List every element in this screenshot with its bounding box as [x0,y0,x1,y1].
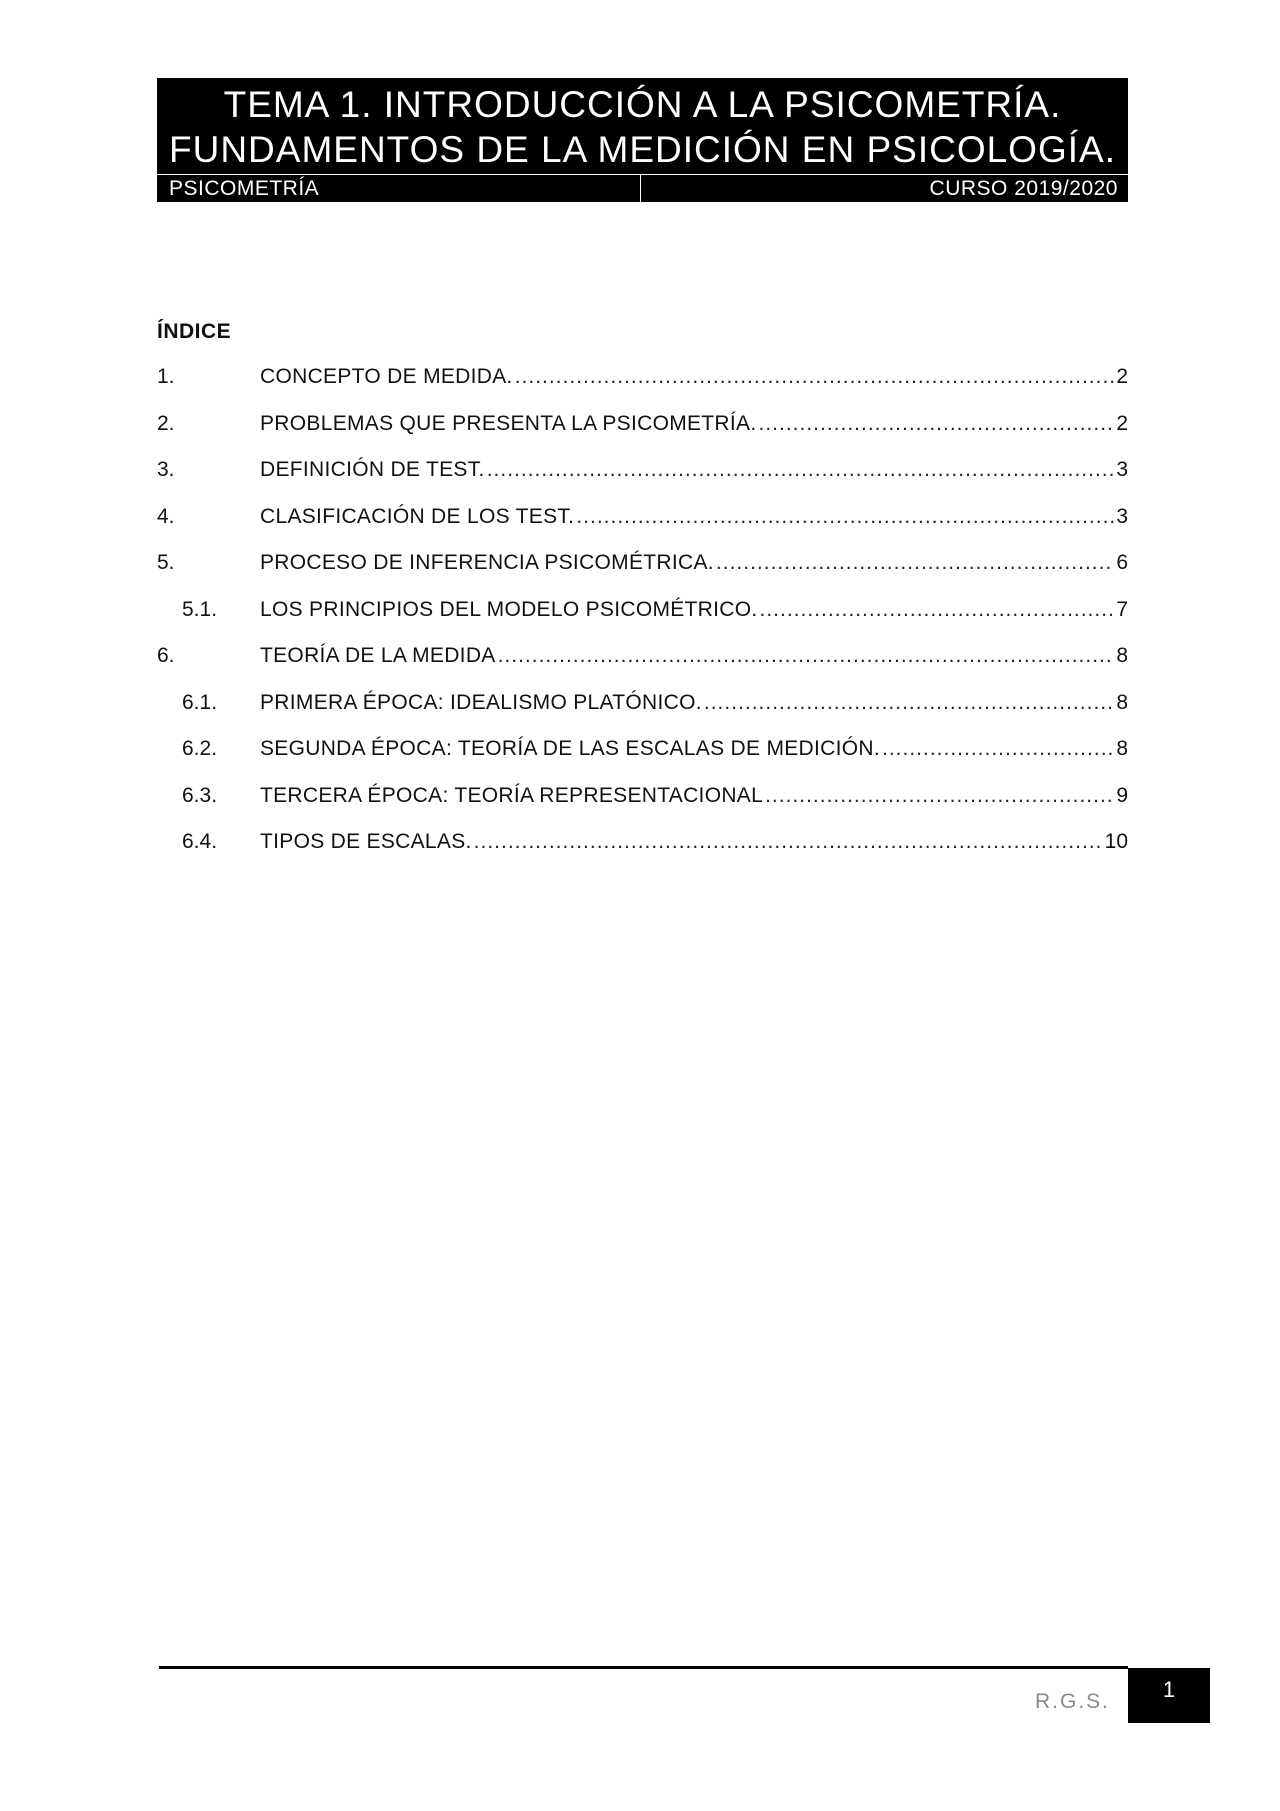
toc-entry-page: 8 [1116,737,1128,760]
toc-entry-number: 6.3. [182,783,218,807]
footer-author: R.G.S. [1034,1690,1110,1713]
toc-entry-number: 1. [157,365,175,388]
toc-entry-title: CLASIFICACIÓN DE LOS TEST. [260,504,575,528]
toc-entry-page: 3 [1116,504,1128,528]
toc-entry-title: TEORÍA DE LA MEDIDA [260,644,496,667]
toc-entry-number: 4. [157,504,175,528]
toc-entry-title: DEFINICIÓN DE TEST. [260,458,485,481]
toc-leader-dots [498,633,1115,680]
header-subtitle-bar [157,174,1128,202]
toc-entry-number: 6. [157,644,175,667]
title-line-2: FUNDAMENTOS DE LA MEDICIÓN EN PSICOLOGÍA. [169,129,1116,170]
toc-entry-title: LOS PRINCIPIOS DEL MODELO PSICOMÉTRICO. [260,597,758,621]
toc-entry-number: 6.1. [182,690,218,714]
toc-entry[interactable] [157,633,1128,680]
toc-subentry[interactable] [157,819,1128,866]
course-label: CURSO 2019/2020 [929,177,1118,200]
toc-entry-title: PROBLEMAS QUE PRESENTA LA PSICOMETRÍA. [260,411,757,435]
toc-entry-number: 2. [157,411,175,435]
toc-entry-title: PROCESO DE INFERENCIA PSICOMÉTRICA. [260,551,714,574]
toc-entry[interactable] [157,401,1128,448]
toc-entry-page: 6 [1116,551,1128,574]
toc-leader-dots [474,819,1103,866]
toc-heading: ÍNDICE [157,320,232,343]
toc-leader-dots [716,540,1114,587]
toc-subentry[interactable] [157,773,1128,820]
toc-entry[interactable] [157,540,1128,587]
toc-leader-dots [704,680,1114,727]
toc-leader-dots [760,587,1115,634]
toc-leader-dots [576,494,1114,541]
toc-entry-page: 2 [1116,411,1128,435]
document-title [157,78,1128,174]
toc-entry-page: 7 [1116,597,1128,621]
toc-entry[interactable] [157,447,1128,494]
footer-divider [159,1666,1128,1669]
toc-entry-title: TERCERA ÉPOCA: TEORÍA REPRESENTACIONAL [260,783,764,807]
toc-entry-number: 3. [157,458,175,481]
toc-entry-title: PRIMERA ÉPOCA: IDEALISMO PLATÓNICO. [260,690,702,714]
toc-subentry[interactable] [157,680,1128,727]
table-of-contents [157,320,1128,866]
toc-entry-title: CONCEPTO DE MEDIDA. [260,365,513,388]
toc-leader-dots [487,447,1115,494]
toc-entry-title: TIPOS DE ESCALAS. [260,830,472,853]
toc-entry-title: SEGUNDA ÉPOCA: TEORÍA DE LAS ESCALAS DE MEDICIÓN. [260,737,880,760]
toc-entry-number: 5. [157,551,175,574]
subject-label: PSICOMETRÍA [157,175,641,202]
toc-leader-dots [882,726,1114,773]
toc-leader-dots [515,354,1115,401]
toc-entry-page: 8 [1116,690,1128,714]
toc-entry-page: 10 [1104,830,1128,853]
toc-entry-page: 3 [1116,458,1128,481]
toc-entry-number: 5.1. [182,597,218,621]
toc-entry-number: 6.4. [182,830,218,853]
document-header [157,78,1128,202]
toc-entry-page: 8 [1116,644,1128,667]
title-line-1: TEMA 1. INTRODUCCIÓN A LA PSICOMETRÍA. [223,84,1062,125]
toc-subentry[interactable] [157,726,1128,773]
toc-entry-page: 2 [1116,365,1128,388]
toc-leader-dots [765,773,1114,820]
toc-subentry[interactable] [157,587,1128,634]
toc-entry-number: 6.2. [182,737,218,760]
toc-entry[interactable] [157,494,1128,541]
toc-entry-page: 9 [1116,783,1128,807]
toc-entry[interactable] [157,354,1128,401]
page-number: 1 [1128,1668,1210,1723]
toc-leader-dots [758,401,1114,448]
